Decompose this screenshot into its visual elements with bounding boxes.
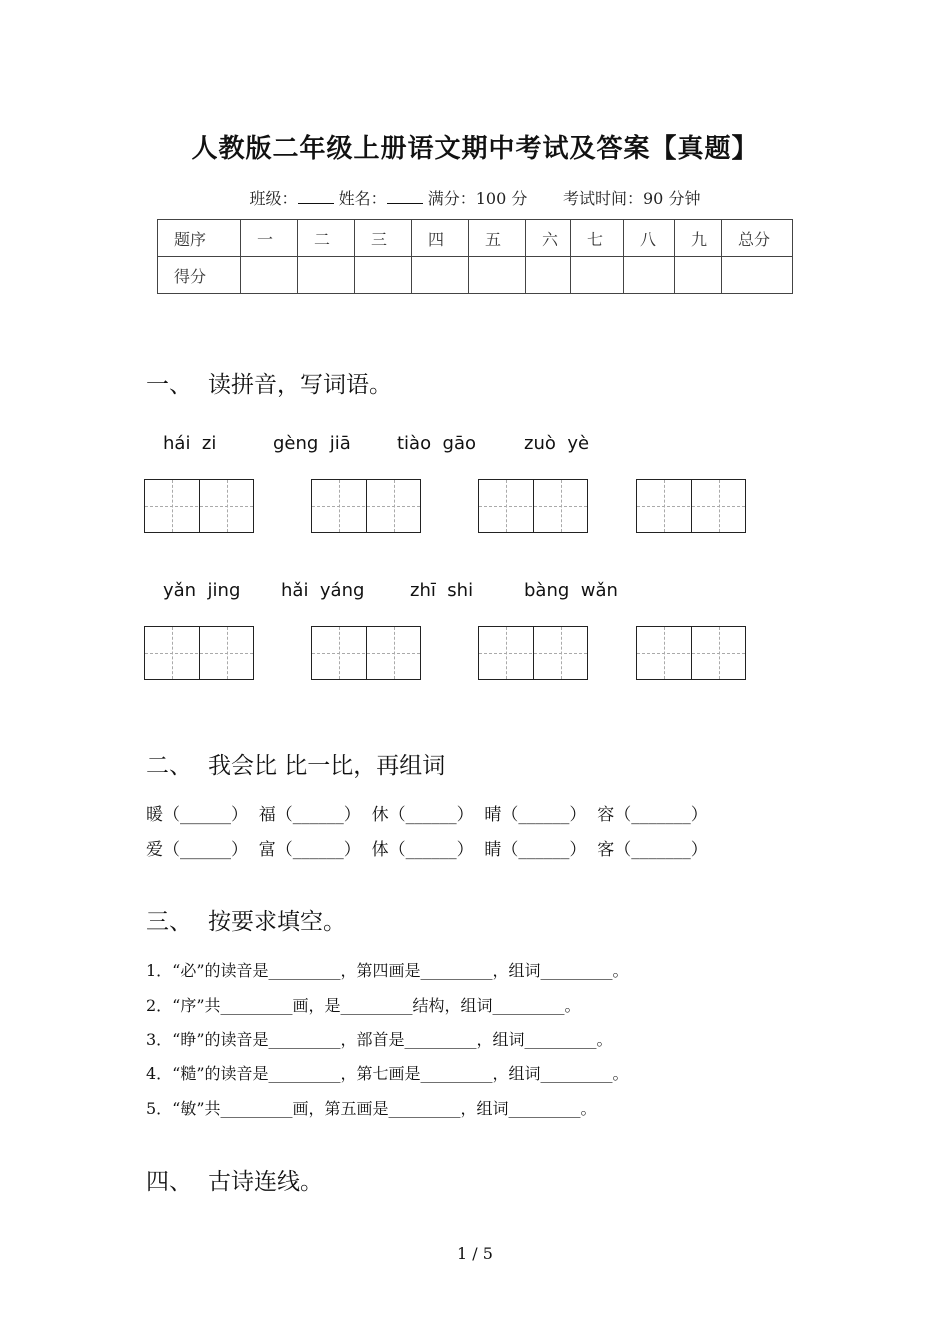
- question-item[interactable]: 4．“糙”的读音是_________，第七画是_________，组词_________。: [146, 1064, 629, 1083]
- writing-grid[interactable]: [636, 479, 746, 533]
- compare-row-2[interactable]: 爱（______） 富（______） 体（______） 睛（______） 客（_______）: [146, 840, 708, 860]
- section3-heading: [146, 903, 346, 936]
- writing-grid[interactable]: [311, 479, 421, 533]
- row-label: 得分: [158, 257, 241, 294]
- pinyin: bàng wǎn: [524, 580, 618, 601]
- score-table-row: [158, 257, 793, 294]
- writing-grid[interactable]: [478, 479, 588, 533]
- section2-heading: [146, 747, 445, 780]
- section1-heading: [146, 366, 392, 399]
- pinyin: zuò yè: [524, 433, 590, 454]
- header-cell: 五: [469, 220, 526, 257]
- score-cell[interactable]: [722, 257, 793, 294]
- score-cell[interactable]: [624, 257, 675, 294]
- header-cell: 八: [624, 220, 675, 257]
- header-cell: 一: [241, 220, 298, 257]
- writing-grid[interactable]: [144, 626, 254, 680]
- class-blank[interactable]: [298, 189, 334, 204]
- pinyin: tiào gāo: [397, 433, 477, 454]
- score-label: 满分：100 分: [427, 189, 528, 208]
- writing-grid[interactable]: [636, 626, 746, 680]
- header-cell: 四: [412, 220, 469, 257]
- score-table: [157, 219, 793, 294]
- writing-grid[interactable]: [478, 626, 588, 680]
- pinyin: hǎi yáng: [281, 580, 365, 601]
- header-cell: 六: [526, 220, 571, 257]
- pinyin: hái zi: [163, 433, 217, 454]
- writing-grid[interactable]: [311, 626, 421, 680]
- score-cell[interactable]: [241, 257, 298, 294]
- question-item[interactable]: 5．“敏”共_________画，第五画是_________，组词_________。: [146, 1099, 597, 1118]
- pinyin: yǎn jing: [163, 580, 241, 601]
- time-label: 考试时间：90 分钟: [563, 189, 701, 208]
- section-number: 一、: [146, 372, 192, 398]
- question-item[interactable]: 2．“序”共_________画，是_________结构，组词_________。: [146, 996, 581, 1015]
- section-title: 读拼音，写词语。: [208, 372, 392, 398]
- header-cell: 七: [571, 220, 624, 257]
- section-number: 二、: [146, 753, 192, 779]
- section4-heading: [146, 1163, 323, 1196]
- section-title: 我会比 比一比，再组词: [208, 753, 446, 779]
- compare-row-1[interactable]: 暖（______） 福（______） 休（______） 晴（______） 容（_______）: [146, 805, 708, 825]
- score-cell[interactable]: [412, 257, 469, 294]
- page-title: 人教版二年级上册语文期中考试及答案【真题】: [191, 134, 759, 164]
- header-cell: 九: [675, 220, 722, 257]
- section-title: 按要求填空。: [208, 909, 346, 935]
- header-cell: 总分: [722, 220, 793, 257]
- pinyin: zhī shi: [410, 580, 474, 601]
- page-number: 1 / 5: [457, 1244, 493, 1263]
- writing-grid[interactable]: [144, 479, 254, 533]
- class-label: 班级：: [249, 189, 298, 208]
- section-number: 四、: [146, 1169, 192, 1195]
- header-cell: 三: [355, 220, 412, 257]
- score-cell[interactable]: [469, 257, 526, 294]
- score-cell[interactable]: [571, 257, 624, 294]
- score-cell[interactable]: [675, 257, 722, 294]
- score-cell[interactable]: [298, 257, 355, 294]
- header-cell: 二: [298, 220, 355, 257]
- name-label: 姓名：: [338, 189, 387, 208]
- score-cell[interactable]: [355, 257, 412, 294]
- score-table-header: [158, 220, 793, 257]
- pinyin: gèng jiā: [273, 433, 351, 454]
- section-number: 三、: [146, 909, 192, 935]
- section-title: 古诗连线。: [208, 1169, 323, 1195]
- question-item[interactable]: 3．“睁”的读音是_________，部首是_________，组词_________。: [146, 1030, 613, 1049]
- exam-meta: [0, 186, 950, 209]
- score-cell[interactable]: [526, 257, 571, 294]
- question-item[interactable]: 1．“必”的读音是_________，第四画是_________，组词_________。: [146, 961, 629, 980]
- name-blank[interactable]: [387, 189, 423, 204]
- header-cell: 题序: [158, 220, 241, 257]
